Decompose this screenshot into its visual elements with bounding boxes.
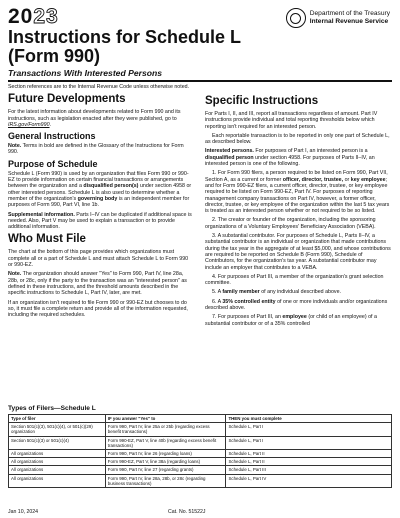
purpose-heading: Purpose of Schedule [8, 158, 98, 169]
table-row [9, 466, 392, 474]
intro-text: Section references are to the Internal Revenue Code unless otherwise noted. [8, 84, 190, 90]
list-item-2: 2. The creator or founder of the organization, including the sponsoring organizations of a Voluntary Employees' Beneficiary Association (VEBA). [205, 217, 376, 230]
table-cell: All organizations [9, 474, 106, 487]
footer-date: Jan 10, 2024 [8, 509, 38, 515]
interested-persons-text: Interested persons. For purposes of Part I, an interested person is a disqualified person under section 4958. For purposes of Parts II–IV, an interested person is one of the following. [205, 148, 375, 168]
table-cell: Form 990-EZ, Part V, line 40b (regarding excess benefit transactions) [105, 436, 226, 449]
page-footer [8, 509, 392, 515]
table-cell: Form 990, Part IV, line 27 (regarding grants) [105, 466, 226, 474]
purpose-text: Schedule L (Form 990) is used by an organization that files Form 990 or 990-EZ to provide information on certain financial transactions or arrangements between the organization and a disqualified person(s) under section 4958 or other interested persons. Schedule L is also used to determine whether a member of the organization's governing body is an independent member for purposes of Form 990, Part VI, line 1b. [8, 170, 192, 209]
table-row [9, 450, 392, 458]
table-cell: Schedule L, Part I [226, 436, 392, 449]
general-note: Note. Terms in bold are defined in the Glossary of the Instructions for Form 990. [8, 143, 184, 156]
irs-form990-link[interactable]: IRS.gov/Form990 [8, 121, 50, 128]
who-must-file-note: Note. The organization should answer "Yes" to Form 990, Part IV, line 28a, 28b, or 28c, only if the party to the transaction was an "interested person" as defined in these instructions, and the threshold amounts described in the specific instructions to Schedule L, Part IV, later, are met. [8, 271, 187, 297]
agency-block [286, 8, 390, 28]
footer-cat-number: Cat. No. 51522J [168, 509, 206, 515]
tax-year: 2023 [8, 5, 59, 28]
table-header-cell: IF you answer "Yes" to [105, 415, 226, 423]
list-item-7: 7. For purposes of Part III, an employee (or child of an employee) of a substantial contributor or of a 35% controlled [205, 314, 377, 327]
table-header-cell: THEN you must complete [226, 415, 392, 423]
filers-table [8, 414, 392, 488]
table-cell: Schedule L, Part III [226, 466, 392, 474]
document-subtitle: Transactions With Interested Persons [8, 68, 163, 78]
specific-instructions-heading: Specific Instructions [205, 95, 319, 107]
specific-text-1: For Parts I, II, and III, report all transactions regardless of amount. Part IV instructions provide individual and total reporting thresholds below which reporting isn't required for an interested person. [205, 111, 378, 130]
list-item-5: 5. A family member of any individual described above. [212, 289, 342, 296]
table-cell: Form 990, Part IV, line 28a, 28b, or 28c (regarding business transactions) [105, 474, 226, 487]
table-cell: Form 990, Part IV, line 25a or 25b (regarding excess benefit transactions) [105, 423, 226, 436]
future-developments-heading: Future Developments [8, 93, 126, 106]
left-column [8, 84, 194, 321]
supplemental-info: Supplemental information. Parts I–IV can be duplicated if additional space is needed. Also, Part V may be used to explain a transaction or to provide additional information. [8, 211, 192, 231]
who-must-file-text: The chart at the bottom of this page provides which organizations must complete all or a part of Schedule L and must attach Schedule L to Form 990 or 990-EZ. [8, 249, 189, 269]
table-cell: Form 990-EZ, Part V, line 38a (regarding loans) [105, 458, 226, 466]
table-row [9, 458, 392, 466]
table-cell: All organizations [9, 458, 106, 466]
agency-line-1: Department of the Treasury [309, 10, 390, 17]
general-instructions-heading: General Instructions [8, 131, 96, 142]
agency-line-2: Internal Revenue Service [309, 18, 389, 25]
header-divider [8, 80, 392, 82]
list-item-3: 3. A substantial contributor. For purposes of Schedule L, Parts II–IV, a substantial contributor is an individual or organization that made contributions during the tax year in the aggregate of at least $5,000, and whose contributions are required to be reported on Schedule B (Form 990), Schedule of Contributors, for the organization's tax year. A substantial contributor may include an employer that contributes to a VEBA. [205, 233, 391, 271]
future-developments-text: For the latest information about developments related to Form 990 and its instructions, such as legislation enacted after they were published, go to IRS.gov/Form990. [8, 109, 181, 128]
filers-table-title: Types of Filers—Schedule L [8, 405, 96, 412]
specific-text-2: Each reportable transaction is to be reported in only one part of Schedule L, as described below. [205, 132, 390, 146]
table-cell: Form 990, Part IV, line 26 (regarding loans) [105, 450, 226, 458]
table-cell: All organizations [9, 450, 106, 458]
table-cell: Schedule L, Part II [226, 450, 392, 458]
list-item-6: 6. A 35% controlled entity of one or more individuals and/or organizations described above. [205, 298, 388, 312]
table-row [9, 474, 392, 487]
list-item-4: 4. For purposes of Part III, a member of the organization's grant selection committee. [205, 273, 384, 287]
table-cell: Schedule L, Part IV [226, 474, 392, 487]
document-title: Instructions for Schedule L (Form 990) [8, 27, 242, 66]
table-header-cell: Type of filer [9, 415, 106, 423]
table-row [9, 436, 392, 449]
table-cell: All organizations [9, 466, 106, 474]
table-cell: Section 501(c)(3) or 501(c)(4) [9, 436, 106, 449]
right-column [205, 92, 392, 330]
treasury-seal-icon [286, 8, 306, 28]
table-row [9, 423, 392, 436]
table-cell: Schedule L, Part I [226, 423, 392, 436]
who-must-file-optional: If an organization isn't required to file Form 990 or 990-EZ but chooses to do so, it must file a complete return and provide all of the information requested, including the required schedules. [8, 299, 188, 319]
list-item-1: 1. For Form 990 filers, a person required to be listed on Form 990, Part VII, Section A, as a current or former officer, director, trustee, or key employee; and for Form 990-EZ filers, a current officer, director, trustee, or key employee required to be listed on Form 990-EZ, Part IV. For purposes of reporting management company transactions on Part IV, however, a former officer, director, trustee, or key employee of the organization within the last 5 tax years is treated as an interested person whether or not required to be so listed. [205, 170, 390, 215]
who-must-file-heading: Who Must File [8, 233, 86, 246]
table-header-row [9, 415, 392, 423]
table-cell: Section 501(c)(3), 501(c)(4), or 501(c)(29) organization [9, 423, 106, 436]
table-cell: Schedule L, Part II [226, 458, 392, 466]
